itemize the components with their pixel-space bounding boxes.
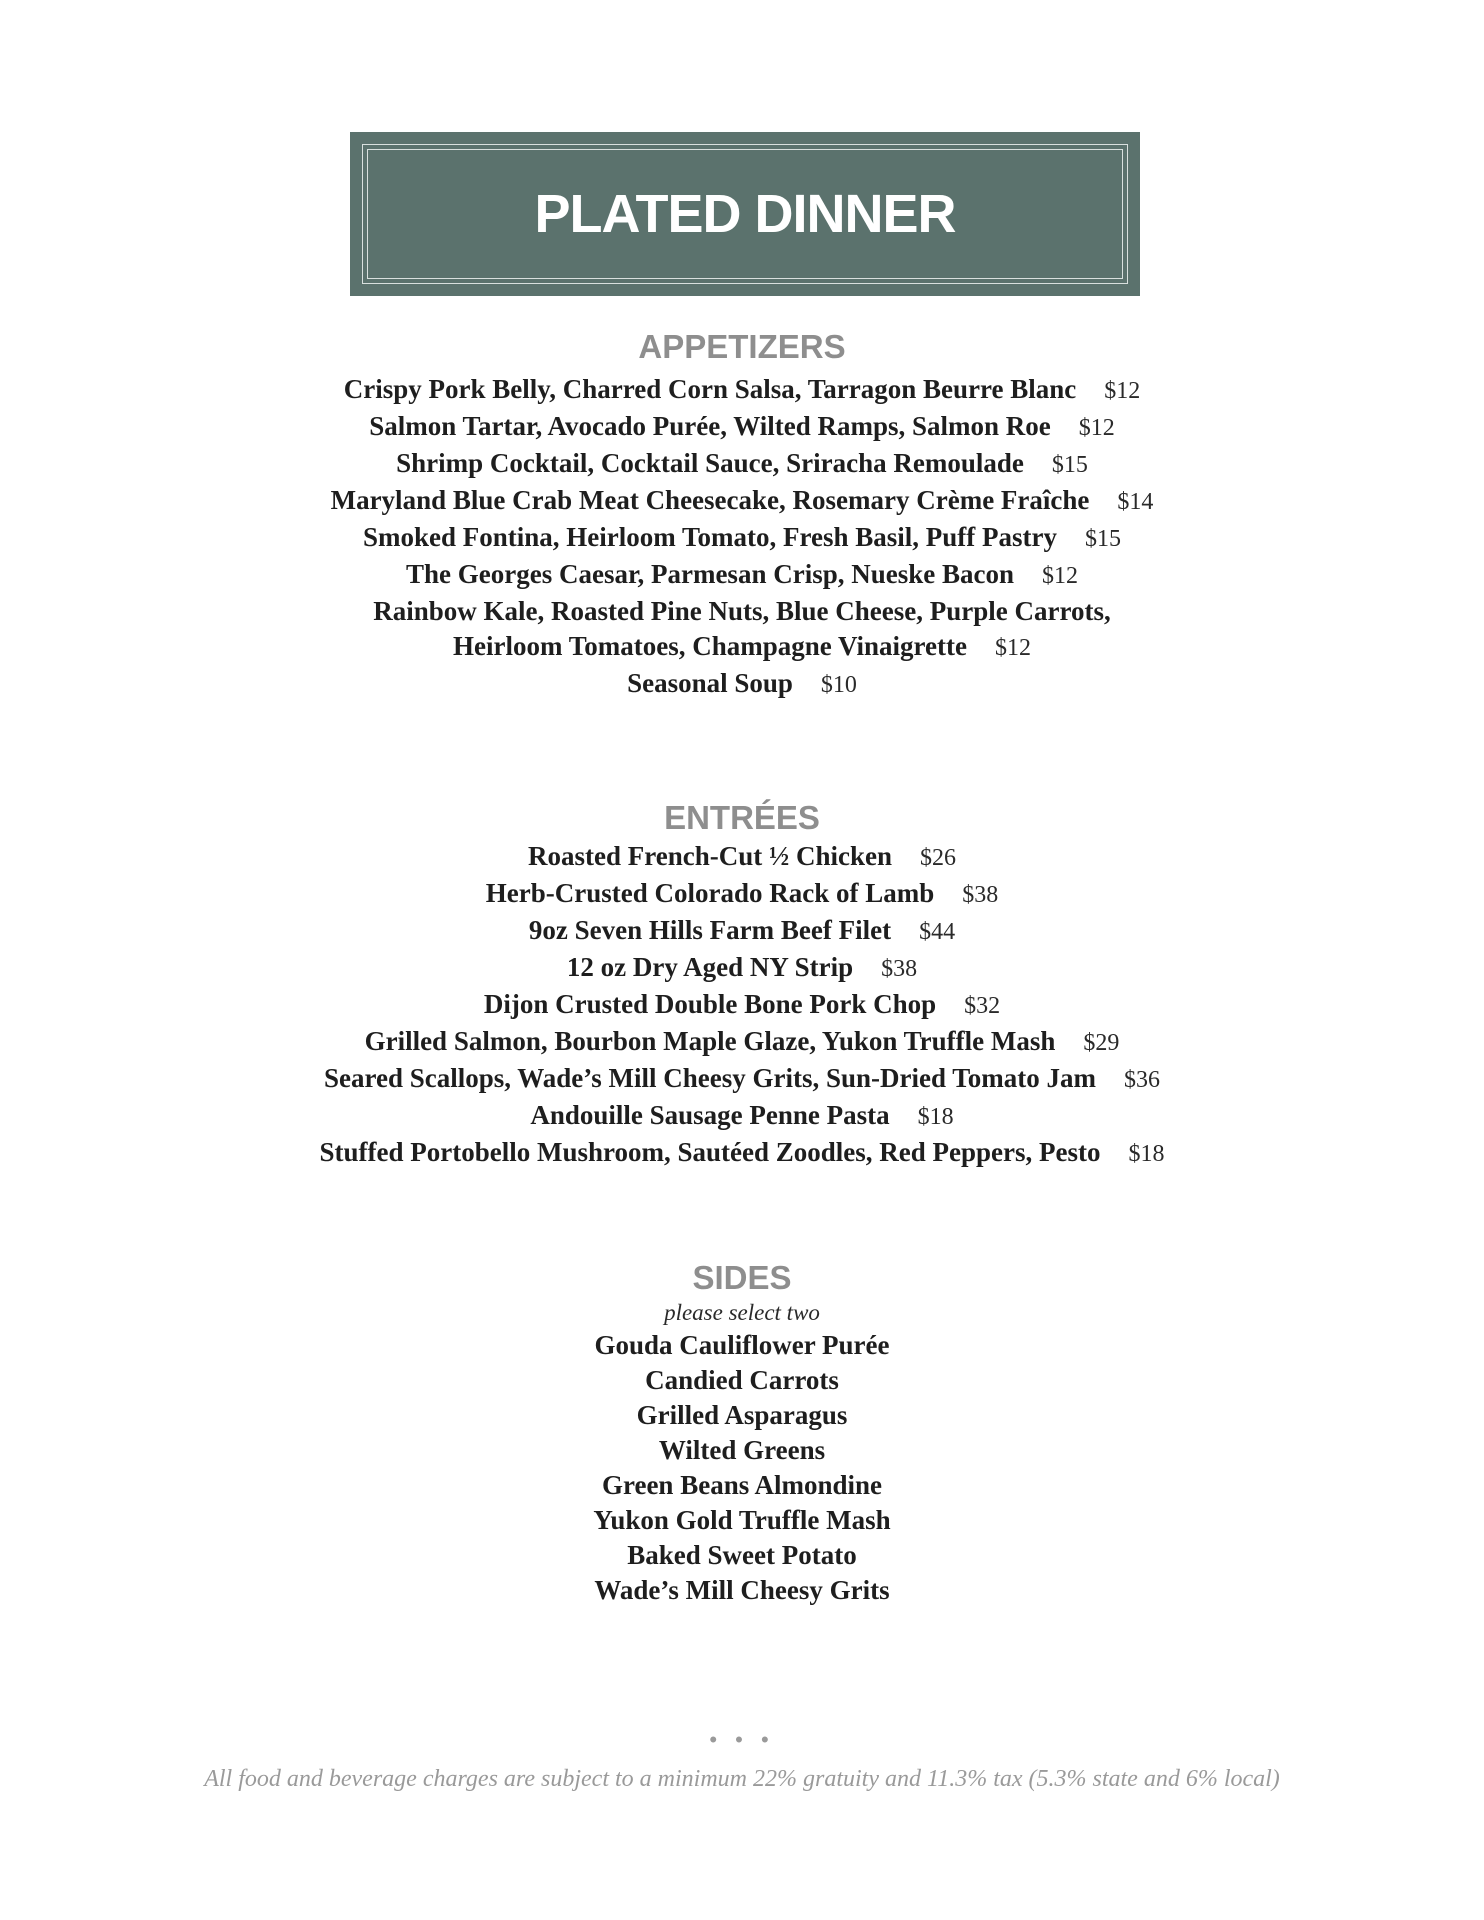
item-price: $10 [820, 672, 857, 698]
page-title: PLATED DINNER [534, 184, 956, 244]
item-name: Seasonal Soup [627, 668, 793, 698]
sides-list [0, 1328, 1484, 1608]
entrees-section [0, 798, 1484, 1172]
appetizers-item [0, 372, 1484, 409]
item-price: $26 [920, 845, 956, 871]
item-name: Roasted French-Cut ½ Chicken [528, 841, 892, 871]
item-price: $32 [964, 993, 1001, 1019]
entrees-item [0, 987, 1484, 1024]
item-price: $44 [919, 919, 956, 945]
item-price: $15 [1085, 526, 1121, 552]
item-price: $18 [1128, 1141, 1165, 1167]
item-price: $12 [1104, 378, 1141, 404]
item-price: $38 [881, 956, 918, 982]
item-price: $15 [1051, 452, 1088, 478]
item-price: $18 [917, 1104, 954, 1130]
divider-dots: • • • [709, 1727, 775, 1752]
entrees-item [0, 1098, 1484, 1135]
appetizers-list [0, 372, 1484, 703]
sides-item: Green Beans Almondine [601, 1470, 883, 1500]
appetizers-item [0, 629, 1484, 666]
entrees-item [0, 839, 1484, 876]
sides-item: Wade’s Mill Cheesy Grits [594, 1575, 890, 1605]
entrees-heading: ENTRÉES [664, 799, 820, 836]
sides-item: Yukon Gold Truffle Mash [593, 1505, 891, 1535]
appetizers-section [0, 327, 1484, 703]
appetizers-item [0, 446, 1484, 483]
item-price: $12 [1041, 563, 1078, 589]
item-name: Seared Scallops, Wade’s Mill Cheesy Grits, Sun-Dried Tomato Jam [323, 1063, 1097, 1093]
item-name: Herb-Crusted Colorado Rack of Lamb [485, 878, 935, 908]
sides-item: Gouda Cauliflower Purée [594, 1330, 890, 1360]
sides-section [0, 1258, 1484, 1608]
item-name: Dijon Crusted Double Bone Pork Chop [483, 989, 937, 1019]
item-name: 9oz Seven Hills Farm Beef Filet [528, 915, 892, 945]
sides-item: Candied Carrots [645, 1365, 839, 1395]
appetizers-item [0, 483, 1484, 520]
item-name: Andouille Sausage Penne Pasta [530, 1100, 890, 1130]
item-name: The Georges Caesar, Parmesan Crisp, Nueske Bacon [406, 559, 1014, 589]
sides-note: please select two [664, 1300, 820, 1325]
item-price: $12 [1078, 415, 1115, 441]
appetizers-item [0, 594, 1484, 629]
item-name: Maryland Blue Crab Meat Cheesecake, Rosemary Crème Fraîche [330, 485, 1090, 515]
item-name: Crispy Pork Belly, Charred Corn Salsa, Tarragon Beurre Blanc [343, 374, 1077, 404]
title-banner [350, 132, 1140, 296]
appetizers-item [0, 666, 1484, 703]
item-name: Shrimp Cocktail, Cocktail Sauce, Sriracha Remoulade [396, 448, 1024, 478]
item-price: $29 [1083, 1030, 1120, 1056]
entrees-item [0, 950, 1484, 987]
item-price: $38 [962, 882, 999, 908]
entrees-item [0, 1135, 1484, 1172]
appetizers-item [0, 409, 1484, 446]
entrees-item [0, 1024, 1484, 1061]
item-price: $36 [1124, 1067, 1161, 1093]
sides-item: Wilted Greens [658, 1435, 826, 1465]
entrees-item [0, 1061, 1484, 1098]
item-name: 12 oz Dry Aged NY Strip [566, 952, 854, 982]
entrees-item [0, 913, 1484, 950]
item-name: Grilled Salmon, Bourbon Maple Glaze, Yukon Truffle Mash [364, 1026, 1056, 1056]
item-name: Heirloom Tomatoes, Champagne Vinaigrette [453, 631, 967, 661]
item-price: $12 [994, 635, 1031, 661]
sides-item: Baked Sweet Potato [627, 1540, 857, 1570]
entrees-list [0, 839, 1484, 1172]
appetizers-item [0, 520, 1484, 557]
footer-note: All food and beverage charges are subject to a minimum 22% gratuity and 11.3% tax (5.3% state and 6% local) [204, 1766, 1280, 1792]
item-name: Stuffed Portobello Mushroom, Sautéed Zoodles, Red Peppers, Pesto [319, 1137, 1101, 1167]
appetizers-item [0, 557, 1484, 594]
item-price: $14 [1117, 489, 1154, 515]
item-name: Salmon Tartar, Avocado Purée, Wilted Ramps, Salmon Roe [369, 411, 1051, 441]
sides-item: Grilled Asparagus [636, 1400, 848, 1430]
sides-heading: SIDES [692, 1259, 792, 1296]
appetizers-heading: APPETIZERS [638, 328, 846, 365]
item-name: Smoked Fontina, Heirloom Tomato, Fresh Basil, Puff Pastry [362, 522, 1057, 552]
entrees-item [0, 876, 1484, 913]
item-name: Rainbow Kale, Roasted Pine Nuts, Blue Cheese, Purple Carrots, [373, 596, 1111, 626]
